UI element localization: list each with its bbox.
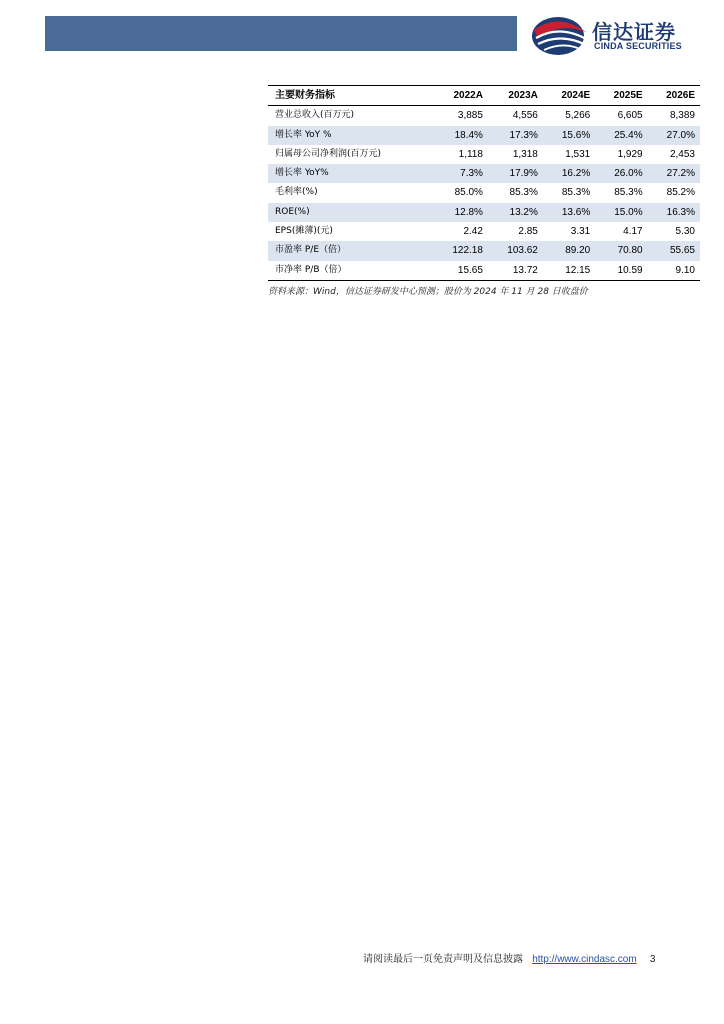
table-cell: 26.0% (614, 168, 643, 180)
table-cell: 103.62 (507, 245, 538, 257)
row-label: 市净率 P/B（倍） (275, 264, 347, 275)
table-cell: 12.15 (565, 264, 591, 276)
row-label: 市盈率 P/E（倍） (275, 245, 347, 256)
page-number: 3 (649, 954, 656, 965)
column-header: 2024E (561, 90, 591, 101)
row-label: 毛利率(%) (275, 187, 318, 198)
table-row (268, 222, 700, 241)
table-cell: 27.0% (666, 129, 695, 141)
table-cell: 7.3% (460, 168, 483, 180)
table-cell: 5.30 (675, 226, 695, 238)
table-cell: 10.59 (617, 264, 643, 276)
column-header: 2022A (453, 90, 483, 101)
table-cell: 85.3% (509, 187, 538, 199)
table-cell: 27.2% (666, 168, 695, 180)
table-cell: 9.10 (675, 264, 695, 276)
source-note: 资料来源：Wind，信达证券研发中心预测；股价为 2024 年 11 月 28 日收盘价 (268, 287, 588, 297)
logo-english-text: CINDA SECURITIES (594, 41, 682, 51)
table-row (268, 145, 700, 164)
table-cell: 13.6% (561, 206, 591, 218)
disclaimer-text: 请阅读最后一页免责声明及信息披露 (363, 954, 523, 965)
row-label: 增长率 YoY% (275, 168, 329, 179)
table-cell: 16.3% (666, 206, 695, 218)
table-cell: 13.72 (512, 264, 538, 276)
website-link[interactable]: http://www.cindasc.com (532, 954, 637, 965)
column-header: 2026E (666, 90, 695, 101)
row-label: ROE(%) (275, 206, 310, 217)
table-row (268, 203, 700, 222)
table-cell: 1,531 (565, 148, 591, 160)
row-label: 营业总收入(百万元) (275, 110, 355, 121)
table-cell: 85.0% (454, 187, 483, 199)
table-cell: 85.3% (614, 187, 643, 199)
table-header-row (268, 86, 700, 106)
page-footer (363, 950, 655, 965)
table-cell: 15.0% (614, 206, 643, 218)
table-row (268, 261, 700, 281)
table-cell: 18.4% (454, 129, 483, 141)
table-cell: 17.3% (509, 129, 538, 141)
row-label: 归属母公司净利润(百万元) (275, 148, 382, 159)
table-cell: 6,605 (617, 110, 643, 122)
table-cell: 3,885 (457, 110, 483, 122)
table-cell: 1,929 (617, 148, 643, 160)
table-cell: 2.85 (518, 226, 538, 238)
table-cell: 1,318 (512, 148, 538, 160)
column-header: 主要财务指标 (275, 90, 335, 101)
table-row (268, 183, 700, 202)
table-row (268, 126, 700, 145)
table-row (268, 106, 700, 126)
table-cell: 70.80 (617, 245, 643, 257)
column-header: 2023A (508, 90, 538, 101)
table-cell: 122.18 (452, 245, 483, 257)
table-cell: 2,453 (669, 148, 695, 160)
table-cell: 8,389 (669, 110, 695, 122)
header-banner (45, 16, 517, 51)
table-cell: 85.3% (561, 187, 591, 199)
table-cell: 4.17 (623, 226, 643, 238)
table-cell: 4,556 (512, 110, 538, 122)
table-cell: 1,118 (458, 148, 483, 160)
table-cell: 3.31 (570, 226, 591, 238)
column-header: 2025E (613, 90, 643, 101)
cinda-logo (530, 14, 710, 58)
table-cell: 25.4% (614, 129, 643, 141)
table-cell: 5,266 (565, 110, 591, 122)
cinda-logo-icon (530, 14, 590, 58)
row-label: EPS(摊薄)(元) (275, 226, 333, 237)
table-cell: 89.20 (565, 245, 591, 257)
table-cell: 85.2% (666, 187, 695, 199)
table-cell: 55.65 (669, 245, 695, 257)
table-cell: 16.2% (561, 168, 591, 180)
table-cell: 15.6% (561, 129, 591, 141)
row-label: 增长率 YoY % (275, 129, 332, 140)
table-row (268, 241, 700, 260)
table-cell: 15.65 (457, 264, 483, 276)
table-cell: 12.8% (454, 206, 483, 218)
table-row (268, 164, 700, 183)
table-cell: 17.9% (509, 168, 538, 180)
logo-chinese-text: 信达证券 (592, 20, 676, 44)
table-cell: 2.42 (463, 226, 483, 238)
table-cell: 13.2% (509, 206, 538, 218)
financial-indicators-table (268, 85, 700, 281)
